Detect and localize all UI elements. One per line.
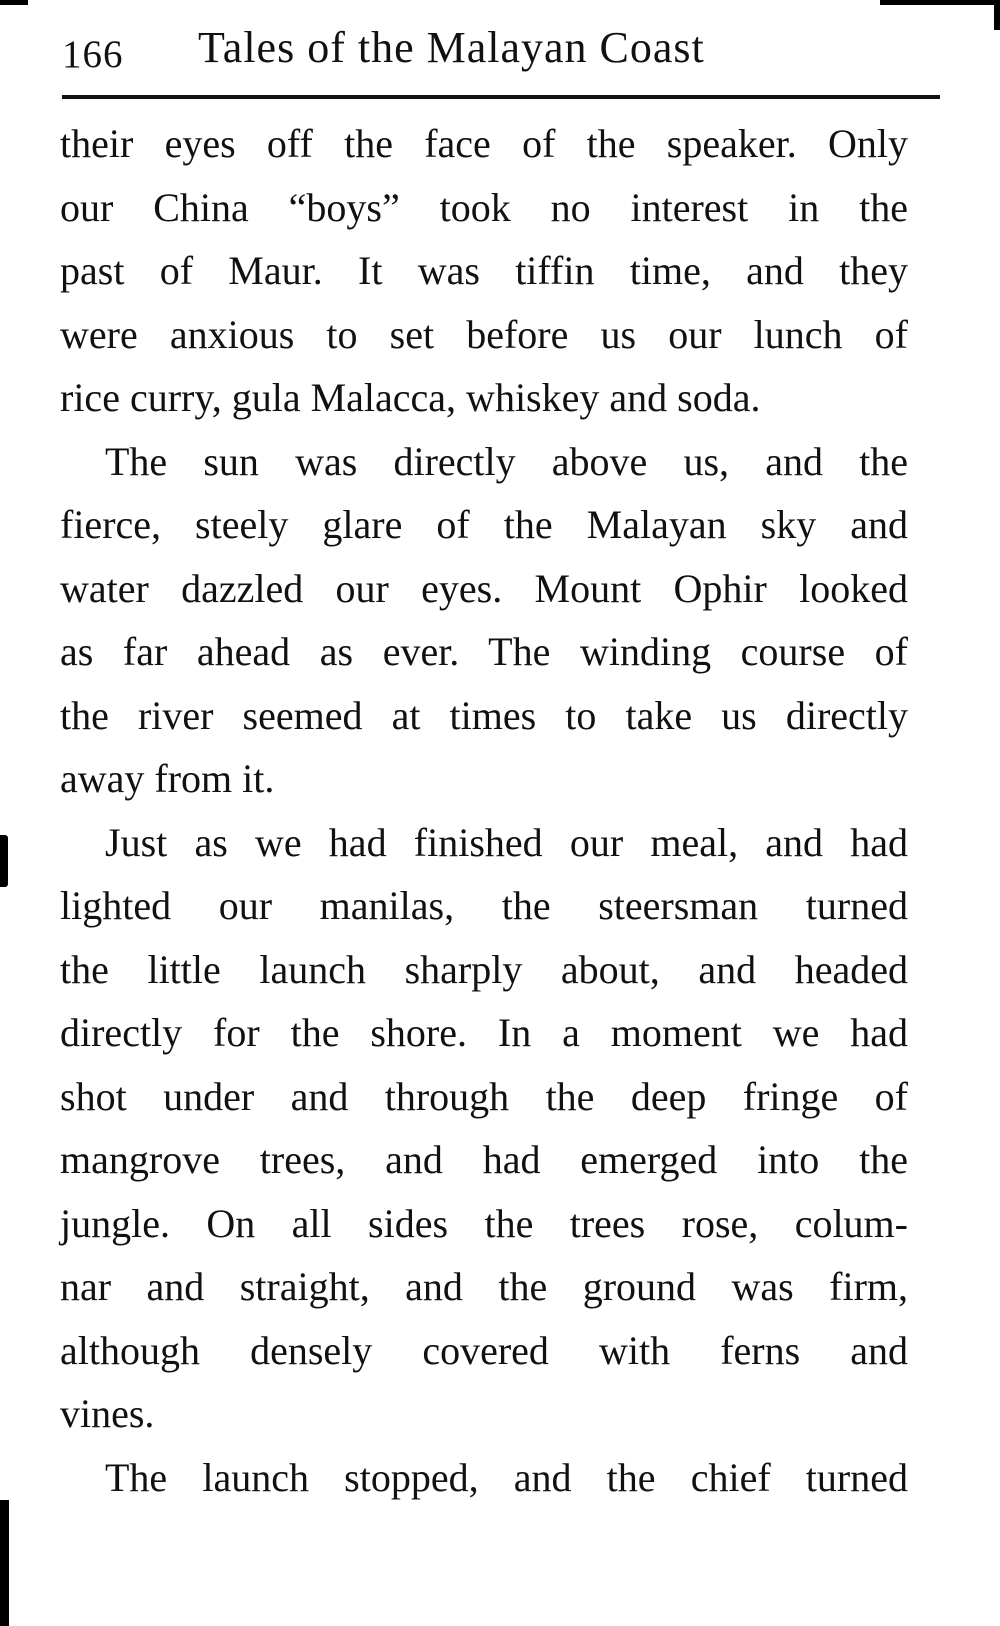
text-line: our China “boys” took no interest in the [60, 184, 908, 230]
text-line: were anxious to set before us our lunch of [60, 311, 908, 357]
scan-edge-mark [994, 0, 1000, 30]
text-line: away from it. [60, 756, 275, 801]
text-line: water dazzled our eyes. Mount Ophir looked [60, 565, 908, 611]
text-line: directly for the shore. In a moment we had [60, 1010, 908, 1055]
text-line: fierce, steely glare of the Malayan sky and [60, 502, 908, 547]
body-text [60, 112, 908, 1509]
text-line: jungle. On all sides the trees rose, colum- [60, 1200, 908, 1246]
text-line: lighted our manilas, the steersman turned [60, 883, 908, 928]
text-line: the river seemed at times to take us directly [60, 692, 908, 738]
scan-edge-mark [0, 1500, 9, 1626]
text-line: The launch stopped, and the chief turned [105, 1454, 908, 1500]
text-line: vines. [60, 1391, 155, 1436]
text-line: The sun was directly above us, and the [105, 438, 908, 484]
text-line: rice curry, gula Malacca, whiskey and soda. [60, 375, 761, 420]
scan-edge-mark [0, 835, 8, 887]
scan-edge-mark [0, 0, 28, 5]
text-line: although densely covered with ferns and [60, 1327, 908, 1373]
text-line: past of Maur. It was tiffin time, and they [60, 248, 908, 293]
text-line: Just as we had finished our meal, and had [105, 819, 908, 865]
text-line: the little launch sharply about, and headed [60, 946, 908, 992]
header-rule [62, 95, 940, 99]
page-number: 166 [62, 33, 124, 76]
text-line: as far ahead as ever. The winding course of [60, 629, 908, 674]
scan-edge-mark [880, 0, 1000, 5]
text-line: shot under and through the deep fringe of [60, 1073, 908, 1119]
running-title: Tales of the Malayan Coast [198, 23, 705, 72]
text-line: their eyes off the face of the speaker. Only [60, 121, 908, 166]
text-line: mangrove trees, and had emerged into the [60, 1137, 908, 1182]
running-head [62, 22, 942, 82]
text-line: nar and straight, and the ground was firm, [60, 1264, 908, 1309]
